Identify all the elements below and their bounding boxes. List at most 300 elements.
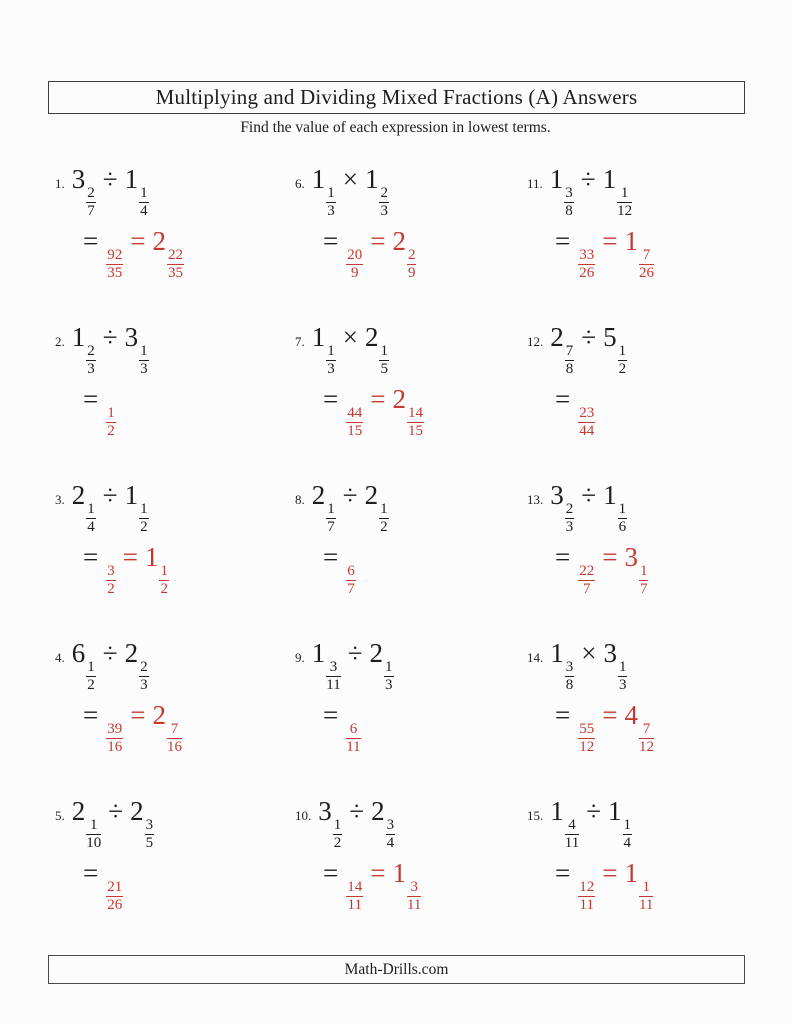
whole-number: 2	[152, 226, 166, 256]
fraction	[139, 660, 149, 693]
fraction	[167, 722, 182, 755]
fraction-denominator: 11	[638, 897, 654, 913]
fraction-numerator: 1	[327, 343, 335, 359]
mixed-number-operand	[550, 796, 580, 851]
fraction-denominator: 2	[107, 423, 115, 439]
equals-sign: =	[602, 858, 618, 888]
fraction-numerator: 3	[107, 563, 115, 579]
fraction	[139, 186, 149, 219]
answer-line	[527, 700, 755, 755]
whole-number: 3	[318, 796, 332, 826]
problem-expression	[295, 164, 527, 219]
fraction-denominator: 12	[617, 203, 633, 219]
fraction	[86, 502, 96, 535]
equals-sign: =	[323, 226, 339, 256]
multiply-sign: ×	[342, 164, 358, 194]
problem	[295, 630, 527, 788]
mixed-number-operand	[311, 480, 336, 535]
whole-number: 2	[392, 226, 406, 256]
answer-line	[55, 384, 295, 439]
mixed-number-operand	[71, 638, 96, 693]
whole-number: 2	[311, 480, 326, 510]
fraction-numerator: 44	[347, 405, 363, 421]
mixed-number-operand	[371, 796, 395, 851]
problem	[527, 314, 755, 472]
fraction	[407, 880, 421, 913]
fraction	[379, 344, 389, 377]
equals-sign: =	[323, 542, 339, 572]
fraction	[139, 344, 149, 377]
fraction-denominator: 26	[579, 265, 595, 281]
fraction-numerator: 4	[565, 818, 579, 835]
whole-number: 2	[392, 384, 406, 414]
fraction-denominator: 7	[327, 519, 335, 535]
fraction-numerator: 3	[326, 660, 340, 677]
whole-number: 2	[71, 796, 86, 826]
fraction-denominator: 4	[87, 519, 95, 535]
fraction-numerator: 7	[565, 343, 574, 359]
whole-number: 1	[550, 796, 564, 826]
fraction	[565, 344, 575, 377]
fraction-numerator: 1	[327, 185, 335, 201]
fraction-denominator: 8	[565, 203, 573, 219]
fraction	[333, 818, 343, 851]
divide-sign: ÷	[586, 796, 602, 826]
equals-sign: =	[370, 858, 386, 888]
whole-number: 1	[624, 858, 638, 888]
answer-mixed-number	[144, 542, 169, 597]
fraction	[326, 344, 336, 377]
fraction-numerator: 7	[639, 722, 654, 739]
mixed-number-operand	[71, 480, 96, 535]
fraction-denominator: 3	[140, 677, 148, 693]
fraction-denominator: 5	[145, 835, 154, 851]
fraction-numerator: 1	[327, 501, 335, 517]
fraction-denominator: 9	[350, 265, 359, 281]
fraction-denominator: 11	[346, 739, 361, 755]
problem-expression	[55, 164, 295, 219]
whole-number: 1	[311, 322, 326, 352]
fraction	[139, 502, 149, 535]
equals-sign: =	[370, 226, 386, 256]
divide-sign: ÷	[581, 480, 597, 510]
fraction-numerator: 12	[579, 879, 595, 895]
fraction	[145, 818, 155, 851]
equals-sign: =	[555, 542, 571, 572]
fraction	[86, 186, 96, 219]
fraction-numerator: 14	[407, 405, 423, 421]
problem-number: 10.	[295, 808, 312, 823]
answer-line	[295, 700, 527, 755]
fraction-denominator: 3	[565, 519, 574, 535]
mixed-number-operand	[603, 322, 627, 377]
fraction-denominator: 4	[386, 835, 395, 851]
whole-number: 3	[603, 638, 617, 668]
divide-sign: ÷	[581, 322, 597, 352]
fraction-numerator: 55	[579, 721, 595, 737]
equals-sign: =	[83, 700, 99, 730]
mixed-number-operand	[318, 796, 342, 851]
fraction	[326, 502, 336, 535]
answer-fraction	[346, 406, 363, 439]
mixed-number-operand	[602, 164, 633, 219]
equals-sign: =	[83, 384, 99, 414]
answer-fraction	[106, 722, 123, 755]
fraction-numerator: 3	[145, 817, 154, 833]
fraction-numerator: 20	[347, 247, 363, 263]
fraction-denominator: 2	[140, 519, 148, 535]
fraction-numerator: 3	[565, 659, 574, 675]
problem-number: 9.	[295, 650, 305, 665]
problem-number: 12.	[527, 334, 544, 349]
whole-number: 2	[369, 638, 384, 668]
page-title: Multiplying and Dividing Mixed Fractions (A) Answers	[155, 85, 638, 109]
answer-fraction	[578, 722, 595, 755]
fraction	[167, 248, 184, 281]
problem	[527, 788, 755, 946]
fraction-numerator: 1	[140, 501, 148, 517]
divide-sign: ÷	[580, 164, 596, 194]
mixed-number-operand	[550, 638, 574, 693]
fraction	[407, 406, 424, 439]
fraction	[326, 186, 336, 219]
fraction-numerator: 23	[579, 405, 595, 421]
fraction-numerator: 14	[347, 879, 363, 895]
fraction	[565, 818, 579, 851]
fraction-denominator: 9	[407, 265, 416, 281]
fraction	[407, 248, 417, 281]
fraction-denominator: 2	[87, 677, 95, 693]
mixed-number-operand	[369, 638, 394, 693]
fraction	[618, 344, 628, 377]
answer-fraction	[578, 564, 595, 597]
fraction-numerator: 1	[140, 343, 148, 359]
problem-expression	[527, 638, 755, 693]
mixed-number-operand	[124, 638, 149, 693]
fraction	[384, 660, 394, 693]
fraction	[623, 818, 633, 851]
divide-sign: ÷	[102, 322, 118, 352]
fraction-numerator: 1	[140, 185, 148, 201]
fraction	[618, 502, 628, 535]
answer-fraction	[578, 406, 595, 439]
mixed-number-operand	[124, 480, 149, 535]
fraction-numerator: 1	[87, 501, 95, 517]
fraction-numerator: 7	[639, 248, 654, 265]
mixed-number-operand	[603, 638, 627, 693]
answer-fraction	[346, 722, 360, 755]
problem-expression	[295, 480, 527, 535]
fraction-denominator: 35	[107, 265, 123, 281]
equals-sign: =	[602, 226, 618, 256]
problem	[295, 314, 527, 472]
problem	[55, 314, 295, 472]
divide-sign: ÷	[108, 796, 124, 826]
fraction-denominator: 3	[140, 361, 148, 377]
problem-expression	[55, 796, 295, 851]
multiply-sign: ×	[342, 322, 358, 352]
whole-number: 1	[602, 164, 617, 194]
fraction-denominator: 10	[86, 835, 102, 851]
answer-line	[295, 858, 527, 913]
fraction	[86, 344, 96, 377]
answer-fraction	[578, 880, 595, 913]
answer-line	[55, 700, 295, 755]
fraction-numerator: 2	[140, 659, 148, 675]
fraction-denominator: 7	[87, 203, 95, 219]
whole-number: 3	[624, 542, 638, 572]
answer-line	[527, 542, 755, 597]
whole-number: 1	[364, 164, 379, 194]
answer-line	[55, 226, 295, 281]
divide-sign: ÷	[349, 796, 365, 826]
whole-number: 3	[71, 164, 86, 194]
problem-expression	[55, 322, 295, 377]
fraction-denominator: 12	[579, 739, 595, 755]
whole-number: 5	[603, 322, 617, 352]
answer-fraction	[106, 248, 123, 281]
problem-number: 5.	[55, 808, 65, 823]
footer-box	[48, 955, 745, 984]
fraction-denominator: 3	[327, 203, 335, 219]
fraction-denominator: 5	[380, 361, 388, 377]
problem-expression	[527, 322, 755, 377]
instructions-text: Find the value of each expression in lowest terms.	[240, 119, 551, 136]
whole-number: 1	[549, 164, 564, 194]
fraction-numerator: 2	[407, 247, 416, 263]
fraction	[86, 818, 101, 851]
title-box	[48, 81, 745, 114]
fraction-denominator: 8	[565, 361, 574, 377]
problem-expression	[55, 638, 295, 693]
equals-sign: =	[323, 858, 339, 888]
fraction-denominator: 8	[565, 677, 574, 693]
answer-mixed-number	[392, 226, 416, 281]
equals-sign: =	[602, 700, 618, 730]
answer-mixed-number	[392, 384, 424, 439]
fraction	[386, 818, 396, 851]
whole-number: 1	[603, 480, 617, 510]
fraction-denominator: 11	[347, 897, 362, 913]
mixed-number-operand	[130, 796, 154, 851]
whole-number: 1	[311, 164, 326, 194]
equals-sign: =	[323, 700, 339, 730]
whole-number: 4	[624, 700, 638, 730]
mixed-number-operand	[550, 322, 574, 377]
fraction	[326, 660, 340, 693]
fraction-denominator: 4	[140, 203, 148, 219]
fraction	[617, 186, 632, 219]
answer-fraction	[346, 248, 363, 281]
problem-number: 3.	[55, 492, 65, 507]
problem-number: 1.	[55, 176, 65, 191]
problem-number: 6.	[295, 176, 305, 191]
problem-expression	[527, 164, 755, 219]
mixed-number-operand	[549, 164, 574, 219]
fraction-numerator: 6	[347, 563, 355, 579]
problem	[55, 630, 295, 788]
fraction	[565, 502, 575, 535]
fraction	[565, 660, 575, 693]
problem	[295, 156, 527, 314]
whole-number: 1	[124, 480, 139, 510]
fraction-numerator: 1	[107, 405, 115, 421]
fraction-denominator: 7	[347, 581, 355, 597]
fraction-numerator: 1	[87, 659, 95, 675]
fraction-numerator: 1	[618, 343, 627, 359]
problem	[55, 156, 295, 314]
fraction-numerator: 2	[87, 343, 95, 359]
fraction-numerator: 1	[380, 343, 388, 359]
fraction	[639, 248, 654, 281]
mixed-number-operand	[124, 322, 149, 377]
mixed-number-operand	[364, 480, 389, 535]
whole-number: 2	[364, 322, 379, 352]
problem-expression	[527, 480, 755, 535]
fraction	[379, 502, 389, 535]
equals-sign: =	[83, 858, 99, 888]
whole-number: 1	[311, 638, 326, 668]
mixed-number-operand	[311, 164, 336, 219]
answer-line	[55, 542, 295, 597]
answer-mixed-number	[624, 858, 654, 913]
fraction-denominator: 15	[407, 423, 423, 439]
equals-sign: =	[323, 384, 339, 414]
problem-number: 13.	[527, 492, 544, 507]
answer-line	[527, 858, 755, 913]
mixed-number-operand	[311, 322, 336, 377]
fraction-denominator: 11	[579, 897, 594, 913]
fraction-denominator: 44	[579, 423, 595, 439]
fraction-denominator: 7	[639, 581, 648, 597]
fraction-denominator: 35	[167, 265, 183, 281]
equals-sign: =	[83, 542, 99, 572]
whole-number: 1	[624, 226, 638, 256]
divide-sign: ÷	[102, 480, 118, 510]
fraction-numerator: 3	[565, 185, 573, 201]
answer-mixed-number	[624, 542, 648, 597]
problem-number: 4.	[55, 650, 65, 665]
mixed-number-operand	[311, 638, 341, 693]
fraction-numerator: 1	[385, 659, 393, 675]
fraction-numerator: 1	[618, 659, 627, 675]
equals-sign: =	[122, 542, 138, 572]
fraction-numerator: 1	[618, 501, 627, 517]
mixed-number-operand	[603, 480, 627, 535]
answer-mixed-number	[152, 700, 182, 755]
fraction	[639, 564, 649, 597]
whole-number: 3	[550, 480, 564, 510]
whole-number: 1	[550, 638, 564, 668]
fraction-denominator: 3	[618, 677, 627, 693]
problem-number: 14.	[527, 650, 544, 665]
problem-expression	[295, 638, 527, 693]
answer-fraction	[578, 248, 595, 281]
fraction-numerator: 2	[380, 185, 388, 201]
fraction-denominator: 11	[326, 677, 341, 693]
answer-line	[527, 384, 755, 439]
fraction-numerator: 7	[167, 722, 182, 739]
fraction-numerator: 39	[107, 721, 123, 737]
problem-expression	[527, 796, 755, 851]
problem-number: 7.	[295, 334, 305, 349]
problem	[55, 472, 295, 630]
whole-number: 1	[144, 542, 159, 572]
answer-mixed-number	[624, 700, 654, 755]
mixed-number-operand	[364, 164, 389, 219]
whole-number: 2	[71, 480, 86, 510]
equals-sign: =	[130, 226, 146, 256]
problem	[527, 156, 755, 314]
equals-sign: =	[370, 384, 386, 414]
equals-sign: =	[555, 226, 571, 256]
mixed-number-operand	[71, 796, 102, 851]
answer-mixed-number	[152, 226, 184, 281]
fraction-denominator: 16	[107, 739, 123, 755]
equals-sign: =	[555, 700, 571, 730]
whole-number: 2	[364, 480, 379, 510]
whole-number: 2	[371, 796, 385, 826]
fraction-numerator: 1	[333, 817, 342, 833]
answer-fraction	[106, 564, 116, 597]
fraction-numerator: 3	[407, 880, 421, 897]
problem-number: 15.	[527, 808, 544, 823]
mixed-number-operand	[364, 322, 389, 377]
fraction-numerator: 92	[107, 247, 123, 263]
fraction-denominator: 2	[160, 581, 168, 597]
fraction-denominator: 6	[618, 519, 627, 535]
fraction-numerator: 3	[386, 817, 395, 833]
fraction-numerator: 1	[623, 817, 632, 833]
fraction	[379, 186, 389, 219]
equals-sign: =	[130, 700, 146, 730]
answer-fraction	[346, 880, 363, 913]
equals-sign: =	[83, 226, 99, 256]
problem	[295, 472, 527, 630]
fraction-denominator: 2	[107, 581, 115, 597]
answer-line	[527, 226, 755, 281]
mixed-number-operand	[124, 164, 149, 219]
problem-number: 2.	[55, 334, 65, 349]
fraction	[86, 660, 96, 693]
whole-number: 3	[124, 322, 139, 352]
fraction	[639, 722, 654, 755]
fraction-numerator: 22	[579, 563, 595, 579]
whole-number: 2	[130, 796, 144, 826]
equals-sign: =	[602, 542, 618, 572]
problem	[527, 472, 755, 630]
mixed-number-operand	[608, 796, 632, 851]
whole-number: 2	[550, 322, 564, 352]
problem	[295, 788, 527, 946]
answer-line	[295, 384, 527, 439]
problem-number: 11.	[527, 176, 543, 191]
fraction-numerator: 6	[346, 722, 360, 739]
multiply-sign: ×	[581, 638, 597, 668]
answer-line	[295, 542, 527, 597]
problem-expression	[55, 480, 295, 535]
fraction-numerator: 33	[579, 247, 595, 263]
problem-expression	[295, 322, 527, 377]
answer-line	[295, 226, 527, 281]
fraction-denominator: 12	[638, 739, 654, 755]
problems-grid	[55, 156, 755, 946]
fraction	[639, 880, 653, 913]
fraction-denominator: 2	[380, 519, 388, 535]
answer-fraction	[106, 880, 123, 913]
whole-number: 1	[392, 858, 406, 888]
fraction-denominator: 16	[166, 739, 182, 755]
